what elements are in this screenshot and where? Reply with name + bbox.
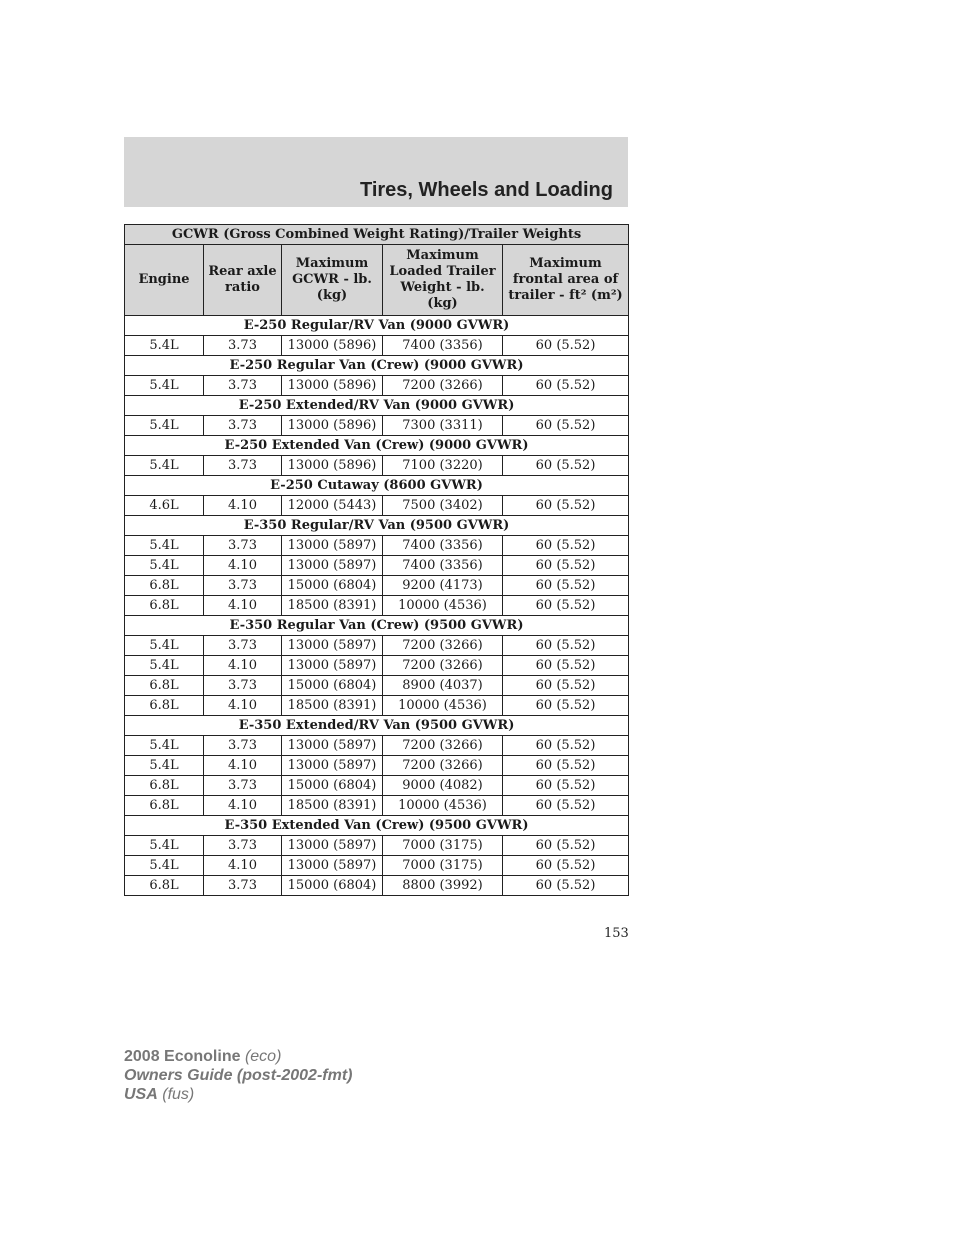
cell-engine: 4.6L xyxy=(125,496,204,516)
cell-max-trailer-weight: 10000 (4536) xyxy=(383,796,503,816)
cell-max-gcwr: 13000 (5897) xyxy=(282,856,383,876)
table-row xyxy=(125,776,629,796)
table-row xyxy=(125,736,629,756)
cell-max-frontal-area: 60 (5.52) xyxy=(503,856,629,876)
cell-max-frontal-area: 60 (5.52) xyxy=(503,736,629,756)
column-header-engine: Engine xyxy=(125,245,204,316)
group-row xyxy=(125,616,629,636)
table-row xyxy=(125,696,629,716)
cell-engine: 6.8L xyxy=(125,576,204,596)
cell-max-trailer-weight: 7200 (3266) xyxy=(383,756,503,776)
group-row xyxy=(125,316,629,336)
table-row xyxy=(125,576,629,596)
cell-engine: 6.8L xyxy=(125,696,204,716)
cell-max-frontal-area: 60 (5.52) xyxy=(503,556,629,576)
group-title: E-250 Extended Van (Crew) (9000 GVWR) xyxy=(125,436,629,456)
cell-engine: 5.4L xyxy=(125,456,204,476)
cell-max-trailer-weight: 7400 (3356) xyxy=(383,536,503,556)
cell-max-gcwr: 13000 (5896) xyxy=(282,376,383,396)
table-row xyxy=(125,836,629,856)
group-title: E-250 Extended/RV Van (9000 GVWR) xyxy=(125,396,629,416)
column-header-rear-axle-ratio: Rear axle ratio xyxy=(204,245,282,316)
footer-model-line xyxy=(124,1047,352,1066)
group-title: E-350 Regular Van (Crew) (9500 GVWR) xyxy=(125,616,629,636)
cell-max-frontal-area: 60 (5.52) xyxy=(503,496,629,516)
group-title: E-350 Extended/RV Van (9500 GVWR) xyxy=(125,716,629,736)
cell-max-trailer-weight: 7400 (3356) xyxy=(383,336,503,356)
cell-rear-axle-ratio: 3.73 xyxy=(204,676,282,696)
table-row xyxy=(125,496,629,516)
table-row xyxy=(125,856,629,876)
cell-max-gcwr: 13000 (5896) xyxy=(282,416,383,436)
table-row xyxy=(125,756,629,776)
cell-rear-axle-ratio: 4.10 xyxy=(204,756,282,776)
column-header-max-frontal-area: Maximum frontal area of trailer - ft² (m²) xyxy=(503,245,629,316)
table-row xyxy=(125,336,629,356)
cell-max-frontal-area: 60 (5.52) xyxy=(503,876,629,896)
table-row xyxy=(125,376,629,396)
cell-rear-axle-ratio: 3.73 xyxy=(204,876,282,896)
cell-rear-axle-ratio: 4.10 xyxy=(204,696,282,716)
cell-max-frontal-area: 60 (5.52) xyxy=(503,656,629,676)
cell-rear-axle-ratio: 3.73 xyxy=(204,576,282,596)
group-title: E-350 Extended Van (Crew) (9500 GVWR) xyxy=(125,816,629,836)
cell-max-frontal-area: 60 (5.52) xyxy=(503,596,629,616)
cell-max-trailer-weight: 7500 (3402) xyxy=(383,496,503,516)
cell-engine: 5.4L xyxy=(125,536,204,556)
cell-max-gcwr: 18500 (8391) xyxy=(282,796,383,816)
cell-engine: 6.8L xyxy=(125,776,204,796)
group-row xyxy=(125,436,629,456)
cell-max-gcwr: 18500 (8391) xyxy=(282,596,383,616)
cell-max-trailer-weight: 9000 (4082) xyxy=(383,776,503,796)
cell-rear-axle-ratio: 4.10 xyxy=(204,556,282,576)
table-row xyxy=(125,636,629,656)
page-number: 153 xyxy=(604,926,629,941)
cell-max-trailer-weight: 7100 (3220) xyxy=(383,456,503,476)
cell-rear-axle-ratio: 3.73 xyxy=(204,736,282,756)
section-title: Tires, Wheels and Loading xyxy=(359,179,613,201)
cell-max-gcwr: 15000 (6804) xyxy=(282,776,383,796)
footer-guide-line xyxy=(124,1066,352,1085)
table-row xyxy=(125,536,629,556)
table-row xyxy=(125,876,629,896)
cell-max-gcwr: 13000 (5897) xyxy=(282,556,383,576)
cell-max-gcwr: 13000 (5897) xyxy=(282,836,383,856)
cell-max-frontal-area: 60 (5.52) xyxy=(503,696,629,716)
cell-max-frontal-area: 60 (5.52) xyxy=(503,836,629,856)
cell-rear-axle-ratio: 3.73 xyxy=(204,456,282,476)
cell-max-trailer-weight: 7200 (3266) xyxy=(383,376,503,396)
cell-engine: 5.4L xyxy=(125,856,204,876)
cell-max-gcwr: 15000 (6804) xyxy=(282,876,383,896)
cell-max-frontal-area: 60 (5.52) xyxy=(503,536,629,556)
cell-engine: 6.8L xyxy=(125,876,204,896)
footer-region: USA xyxy=(124,1086,158,1103)
cell-engine: 5.4L xyxy=(125,736,204,756)
table-caption: GCWR (Gross Combined Weight Rating)/Trailer Weights xyxy=(125,225,629,245)
cell-max-trailer-weight: 7300 (3311) xyxy=(383,416,503,436)
cell-max-gcwr: 18500 (8391) xyxy=(282,696,383,716)
cell-engine: 5.4L xyxy=(125,756,204,776)
cell-max-frontal-area: 60 (5.52) xyxy=(503,416,629,436)
cell-engine: 5.4L xyxy=(125,636,204,656)
section-header-band xyxy=(124,137,628,207)
group-title: E-250 Regular Van (Crew) (9000 GVWR) xyxy=(125,356,629,376)
cell-max-frontal-area: 60 (5.52) xyxy=(503,376,629,396)
footer-region-code: (fus) xyxy=(162,1086,195,1103)
cell-max-trailer-weight: 10000 (4536) xyxy=(383,596,503,616)
cell-rear-axle-ratio: 3.73 xyxy=(204,376,282,396)
cell-max-trailer-weight: 7200 (3266) xyxy=(383,656,503,676)
group-row xyxy=(125,716,629,736)
cell-rear-axle-ratio: 4.10 xyxy=(204,656,282,676)
cell-rear-axle-ratio: 4.10 xyxy=(204,496,282,516)
footer-model-code: (eco) xyxy=(244,1048,282,1065)
cell-rear-axle-ratio: 3.73 xyxy=(204,536,282,556)
cell-engine: 5.4L xyxy=(125,656,204,676)
cell-max-frontal-area: 60 (5.52) xyxy=(503,796,629,816)
cell-max-trailer-weight: 7000 (3175) xyxy=(383,856,503,876)
table-row xyxy=(125,656,629,676)
group-row xyxy=(125,816,629,836)
footer-guide: Owners Guide (post-2002-fmt) xyxy=(124,1067,353,1084)
cell-max-gcwr: 13000 (5897) xyxy=(282,536,383,556)
group-row xyxy=(125,356,629,376)
cell-max-frontal-area: 60 (5.52) xyxy=(503,756,629,776)
cell-rear-axle-ratio: 4.10 xyxy=(204,596,282,616)
cell-max-gcwr: 13000 (5897) xyxy=(282,736,383,756)
table-row xyxy=(125,456,629,476)
cell-max-frontal-area: 60 (5.52) xyxy=(503,336,629,356)
group-title: E-350 Regular/RV Van (9500 GVWR) xyxy=(125,516,629,536)
cell-max-gcwr: 12000 (5443) xyxy=(282,496,383,516)
cell-rear-axle-ratio: 3.73 xyxy=(204,636,282,656)
cell-rear-axle-ratio: 4.10 xyxy=(204,856,282,876)
cell-max-trailer-weight: 7200 (3266) xyxy=(383,736,503,756)
table-row xyxy=(125,796,629,816)
cell-max-trailer-weight: 7400 (3356) xyxy=(383,556,503,576)
cell-engine: 5.4L xyxy=(125,336,204,356)
table-row xyxy=(125,556,629,576)
cell-max-trailer-weight: 10000 (4536) xyxy=(383,696,503,716)
cell-rear-axle-ratio: 3.73 xyxy=(204,336,282,356)
cell-engine: 5.4L xyxy=(125,556,204,576)
cell-max-frontal-area: 60 (5.52) xyxy=(503,456,629,476)
cell-max-gcwr: 13000 (5896) xyxy=(282,336,383,356)
cell-max-gcwr: 13000 (5897) xyxy=(282,656,383,676)
cell-max-trailer-weight: 7200 (3266) xyxy=(383,636,503,656)
group-row xyxy=(125,516,629,536)
cell-rear-axle-ratio: 4.10 xyxy=(204,796,282,816)
column-header-max-trailer-weight: Maximum Loaded Trailer Weight - lb. (kg) xyxy=(383,245,503,316)
group-row xyxy=(125,396,629,416)
cell-max-trailer-weight: 7000 (3175) xyxy=(383,836,503,856)
cell-rear-axle-ratio: 3.73 xyxy=(204,776,282,796)
cell-engine: 6.8L xyxy=(125,796,204,816)
cell-engine: 5.4L xyxy=(125,836,204,856)
cell-max-gcwr: 13000 (5897) xyxy=(282,636,383,656)
cell-max-trailer-weight: 9200 (4173) xyxy=(383,576,503,596)
footer-region-line xyxy=(124,1085,352,1104)
cell-engine: 6.8L xyxy=(125,596,204,616)
document-footer xyxy=(124,1047,352,1104)
cell-engine: 5.4L xyxy=(125,376,204,396)
table-row xyxy=(125,416,629,436)
cell-max-gcwr: 15000 (6804) xyxy=(282,576,383,596)
cell-rear-axle-ratio: 3.73 xyxy=(204,836,282,856)
cell-rear-axle-ratio: 3.73 xyxy=(204,416,282,436)
table-row xyxy=(125,596,629,616)
cell-max-trailer-weight: 8800 (3992) xyxy=(383,876,503,896)
footer-model: 2008 Econoline xyxy=(124,1048,241,1065)
cell-max-frontal-area: 60 (5.52) xyxy=(503,636,629,656)
gcwr-trailer-weights-table xyxy=(124,224,629,896)
cell-max-gcwr: 13000 (5896) xyxy=(282,456,383,476)
cell-max-gcwr: 13000 (5897) xyxy=(282,756,383,776)
cell-max-frontal-area: 60 (5.52) xyxy=(503,576,629,596)
cell-max-frontal-area: 60 (5.52) xyxy=(503,776,629,796)
cell-engine: 6.8L xyxy=(125,676,204,696)
group-title: E-250 Cutaway (8600 GVWR) xyxy=(125,476,629,496)
table-row xyxy=(125,676,629,696)
group-row xyxy=(125,476,629,496)
cell-max-gcwr: 15000 (6804) xyxy=(282,676,383,696)
column-header-max-gcwr: Maximum GCWR - lb. (kg) xyxy=(282,245,383,316)
group-title: E-250 Regular/RV Van (9000 GVWR) xyxy=(125,316,629,336)
cell-max-frontal-area: 60 (5.52) xyxy=(503,676,629,696)
cell-engine: 5.4L xyxy=(125,416,204,436)
cell-max-trailer-weight: 8900 (4037) xyxy=(383,676,503,696)
